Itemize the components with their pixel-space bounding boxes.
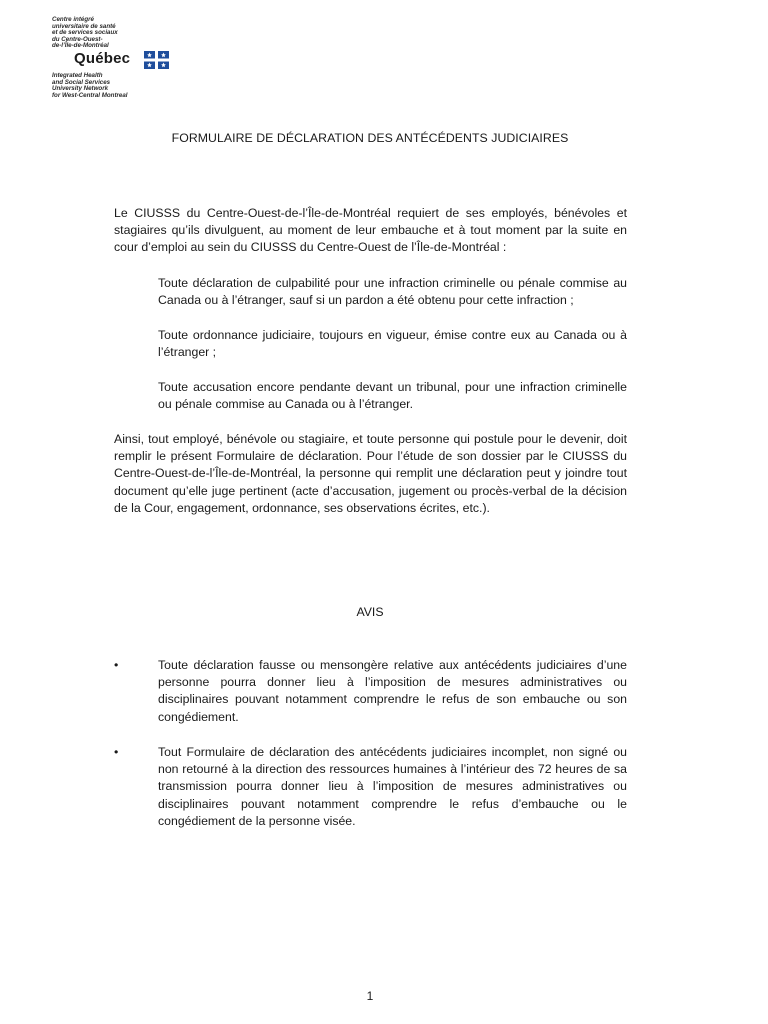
intro-paragraph: Le CIUSSS du Centre-Ouest-de-l’Île-de-Montréal requiert de ses employés, bénévoles et stagiaires qu’ils divulguent, au moment de leur embauche et à tout moment par la suite en cour d’emploi au sein du CIUSSS du Centre-Ouest de l’Île-de-Montréal : bbox=[114, 206, 627, 255]
declaration-item: Toute ordonnance judiciaire, toujours en vigueur, émise contre eux au Canada ou à l’étranger ; bbox=[158, 328, 627, 360]
avis-bullet-text: Toute déclaration fausse ou mensongère relative aux antécédents judiciaires d’une personne pourra donner lieu à l’imposition de mesures administratives ou disciplinaires pouvant notamment comprendre le refus de son embauche ou son congédiement. bbox=[158, 658, 627, 724]
quebec-flag-icon bbox=[144, 51, 169, 69]
declaration-item: Toute accusation encore pendante devant un tribunal, pour une infraction criminelle ou pénale commise au Canada ou à l’étranger. bbox=[158, 380, 627, 412]
avis-bullet-text: Tout Formulaire de déclaration des antécédents judiciaires incomplet, non signé ou non retourné à la direction des ressources humaines à l’intérieur des 72 heures de sa transmission pourra donner lieu à l’imposition de mesures administratives ou disciplinaires pouvant notamment comprendre le refus d’embauche ou le congédiement de la personne visée. bbox=[158, 745, 627, 828]
bullet-icon: • bbox=[114, 745, 119, 759]
ciusss-logo bbox=[52, 17, 192, 105]
logo-quebec-wordmark: Québec bbox=[74, 50, 131, 67]
declaration-item: Toute déclaration de culpabilité pour une infraction criminelle ou pénale commise au Canada ou à l’étranger, sauf si un pardon a été obtenu pour cette infraction ; bbox=[158, 276, 627, 308]
logo-organization-name-fr: Centre intégré universitaire de santé et de services sociaux du Centre-Ouest- de-l’Île-de-Montréal bbox=[52, 16, 118, 50]
avis-heading: AVIS bbox=[356, 605, 384, 619]
instructions-paragraph: Ainsi, tout employé, bénévole ou stagiaire, et toute personne qui postule pour le devenir, doit remplir le présent Formulaire de déclaration. Pour l’étude de son dossier par le CIUSSS du Centre-Ouest-de-l’Île-de-Montréal, la personne qui remplit une déclaration peut y joindre tout document qu’elle juge pertinent (acte d’accusation, jugement ou procès-verbal de la décision de la Cour, engagement, ordonnance, ses observations écrites, etc.). bbox=[114, 432, 627, 515]
page-number: 1 bbox=[366, 989, 374, 1003]
bullet-icon: • bbox=[114, 658, 119, 672]
logo-organization-name-en: Integrated Health and Social Services University Network for West-Central Montreal bbox=[52, 72, 128, 100]
document-title: FORMULAIRE DE DÉCLARATION DES ANTÉCÉDENTS JUDICIAIRES bbox=[171, 131, 569, 145]
